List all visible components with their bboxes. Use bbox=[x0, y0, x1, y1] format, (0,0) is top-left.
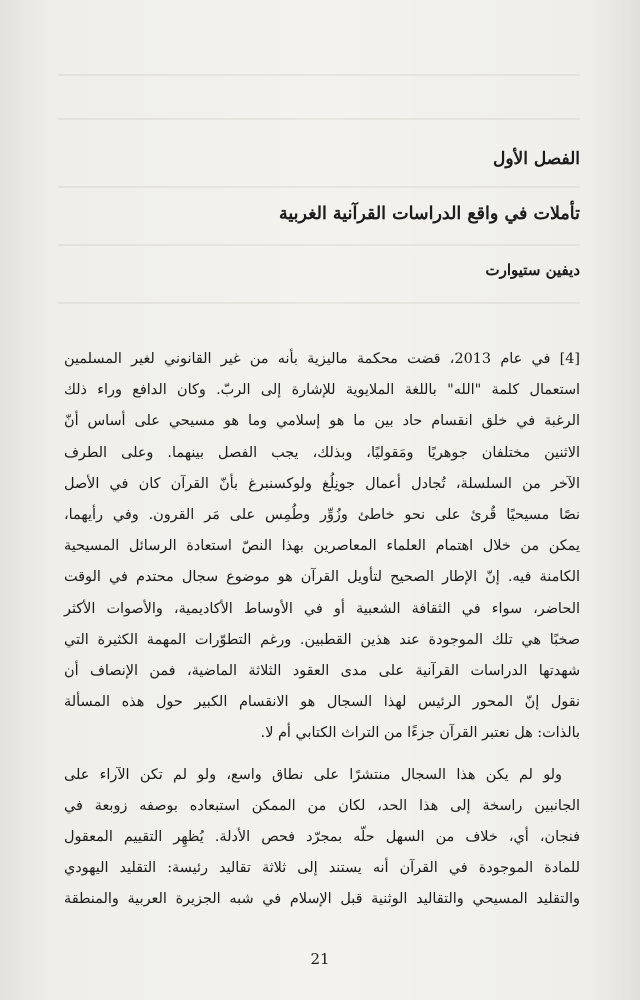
text-line: الرغبة في خلق انقسام حاد بين ما هو إسلامي وما هو مسيحي على أساس أنّ bbox=[64, 413, 580, 430]
text-line: بالذات: هل نعتبر القرآن جزءًا من التراث الكتابي أم لا. bbox=[260, 725, 580, 742]
text-line: للمادة الموجودة في القرآن أنه يستند إلى ثلاثة تقاليد رئيسة: التقليد اليهودي bbox=[64, 860, 580, 877]
text-line: الكامنة فيه. إنّ الإطار الصحيح لتأويل القرآن هو موضوع سجال محتدم في الوقت bbox=[64, 569, 580, 586]
show-through-line bbox=[58, 302, 580, 304]
show-through-line bbox=[58, 244, 580, 246]
text-line: صخبًا هي تلك الموجودة عند هذين القطبين. ورغم التطوّرات المهمة الكثيرة التي bbox=[64, 631, 580, 648]
text-line: والتقليد المسيحي والتقاليد الوثنية قبل الإسلام في شبه الجزيرة العربية والمنطقة bbox=[64, 891, 580, 908]
paragraph-gap bbox=[64, 750, 580, 760]
text-line: ولو لم يكن هذا السجال منتشرًا على نطاق واسع، ولو لم تكن الآراء على bbox=[64, 766, 562, 783]
text-line: استعمال كلمة "الله" باللغة الملايوية للإشارة إلى الربّ. وكان الدافع وراء ذلك bbox=[64, 382, 580, 399]
body-text bbox=[64, 344, 580, 916]
text-line: [4] في عام 2013، قضت محكمة ماليزية بأنه من غير القانوني لغير المسلمين bbox=[64, 351, 580, 367]
paragraph-1 bbox=[64, 344, 580, 750]
text-line: شهدتها الدراسات القرآنية على مدى العقود الثلاثة الماضية، فمن الإنصاف أن bbox=[64, 663, 580, 680]
text-line: الجانبين راسخة إلى هذا الحد، لكان من الممكن استبعاده بوصفه زوبعة في bbox=[64, 797, 580, 814]
paragraph-2 bbox=[64, 760, 580, 916]
author-name: ديفين ستيوارت bbox=[485, 261, 580, 279]
text-line: فنجان، أي، خلاف من السهل حلّه بمجرّد فحص الأدلة. يُظهِر التقييم المعقول bbox=[64, 829, 580, 846]
text-line: نقول إنّ المحور الرئيس لهذا السجال هو الانقسام الكبير حول هذه المسألة bbox=[64, 694, 580, 711]
text-line: الآخر من السلسلة، تُجادل أعمال جونِلُغ ولوكسنبرغ بأنّ القرآن كان في الأصل bbox=[64, 475, 580, 492]
text-line: الحاضر، سواء في الثقافة الشعبية أو في الأوساط الأكاديمية، والأصوات الأكثر bbox=[64, 600, 580, 617]
show-through-line bbox=[58, 74, 580, 76]
show-through-line bbox=[58, 118, 580, 120]
page-number: 21 bbox=[310, 950, 330, 968]
text-line: نصًا مسيحيًا قُرئ على نحو خاطئ وزُوِّر وطُمِس على مَر القرون. وفي رأيهما، bbox=[64, 507, 580, 524]
text-line: الاثنين مختلفان جوهريًا ومَقوليًا، وبذلك، يجب الفصل بينهما. وعلى الطرف bbox=[64, 444, 580, 461]
text-line: يمكن من خلال اهتمام العلماء المعاصرين بهذا النصّ استعادة الرسائل المسيحية bbox=[64, 538, 580, 555]
article-title: تأملات في واقع الدراسات القرآنية الغربية bbox=[279, 204, 580, 224]
show-through-line bbox=[58, 186, 580, 188]
chapter-heading: الفصل الأول bbox=[492, 149, 580, 169]
